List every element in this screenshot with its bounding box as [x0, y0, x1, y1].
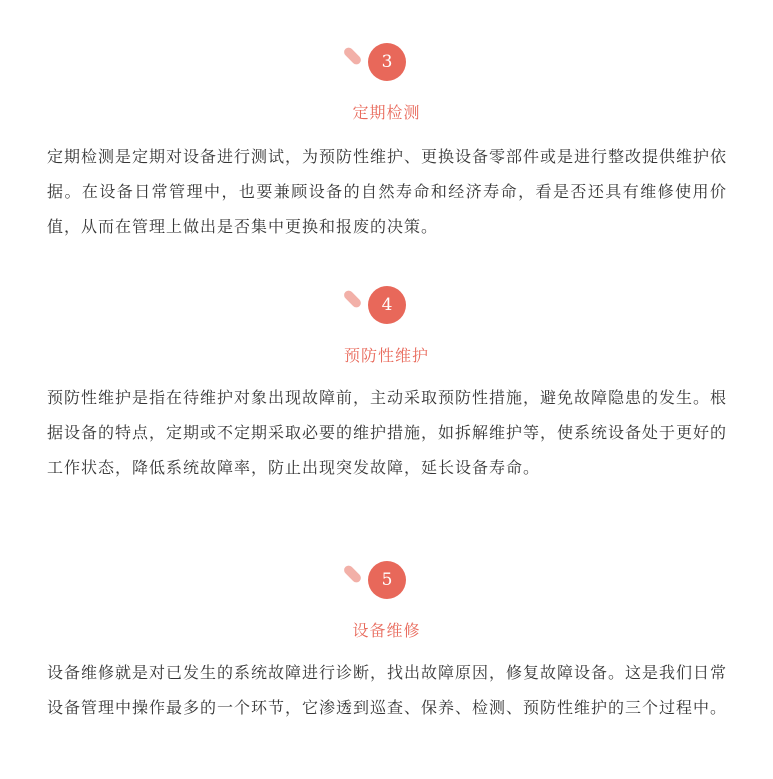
step-number: 5	[368, 561, 406, 599]
section-body: 预防性维护是指在待维护对象出现故障前，主动采取预防性措施，避免故障隐患的发生。根据设备的特点，定期或不定期采取必要的维护措施，如拆解维护等，使系统设备处于更好的工作状态，降低系统故障率，防止出现突发故障，延长设备寿命。	[47, 388, 728, 477]
step-badge	[346, 560, 408, 600]
decorative-pill-icon	[342, 564, 363, 585]
section-body: 设备维修就是对已发生的系统故障进行诊断，找出故障原因，修复故障设备。这是我们日常设备管理中操作最多的一个环节，它渗透到巡查、保养、检测、预防性维护的三个过程中。	[47, 663, 728, 717]
step-badge	[346, 285, 408, 325]
step-badge	[346, 42, 408, 82]
section-title: 预防性维护	[343, 346, 429, 365]
step-number: 4	[368, 286, 406, 324]
section-title: 设备维修	[352, 621, 421, 640]
section-title: 定期检测	[352, 103, 421, 122]
section-body: 定期检测是定期对设备进行测试，为预防性维护、更换设备零部件或是进行整改提供维护依据。在设备日常管理中，也要兼顾设备的自然寿命和经济寿命，看是否还具有维修使用价值，从而在管理上做出是否集中更换和报废的决策。	[47, 147, 728, 236]
decorative-pill-icon	[342, 289, 363, 310]
decorative-pill-icon	[342, 46, 363, 67]
step-number: 3	[368, 43, 406, 81]
